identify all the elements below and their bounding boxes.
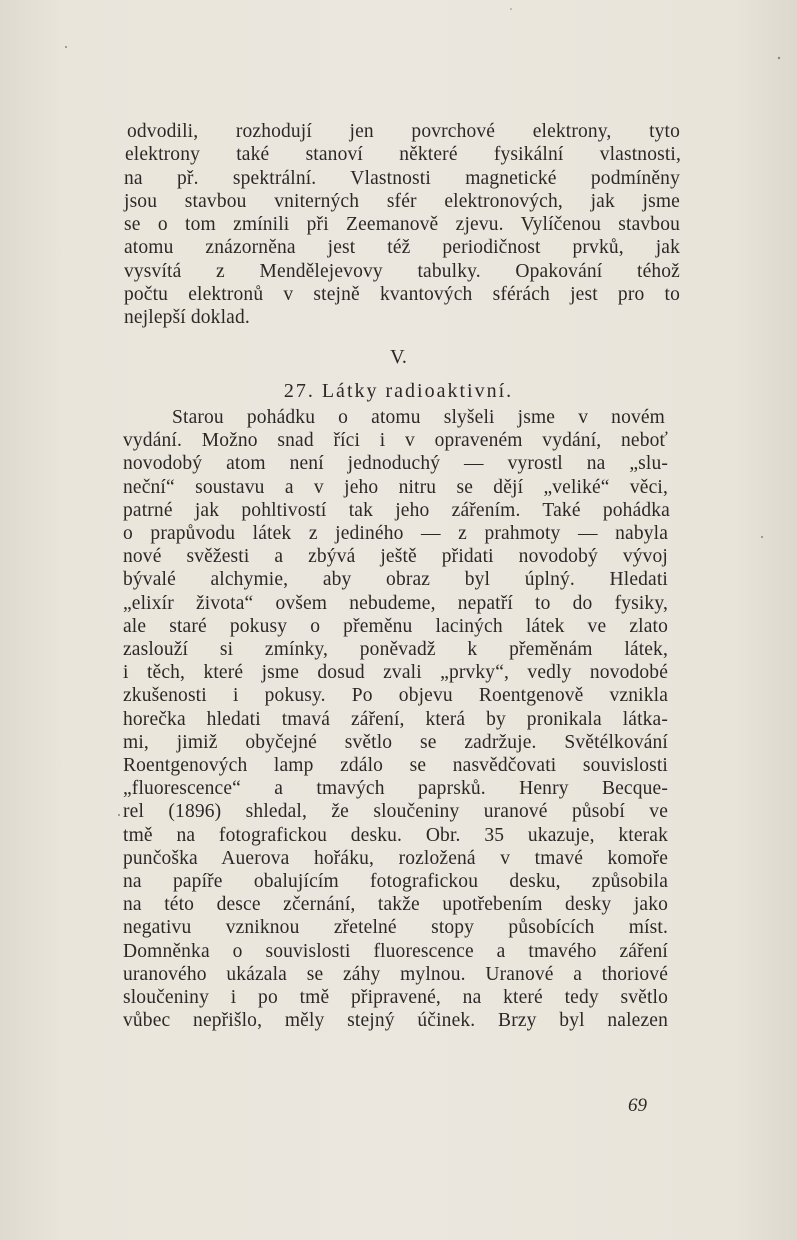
- text-line: bývalé alchymie, aby obraz byl úplný. Hledati: [123, 569, 668, 591]
- text-line: rel (1896) shledal, že sloučeniny uranové působí ve: [123, 801, 668, 823]
- text-line: tmě na fotografickou desku. Obr. 35 ukazuje, kterak: [123, 824, 668, 846]
- text-line: negativu vzniknou zřetelné stopy působících míst.: [123, 917, 668, 939]
- text-line: uranového ukázala se záhy mylnou. Uranové a thoriové: [123, 963, 668, 985]
- text-line: novodobý atom není jednoduchý — vyrostl na „slu-: [123, 453, 668, 475]
- text-line: o prapůvodu látek z jediného — z prahmoty — nabyla: [123, 523, 668, 544]
- text-line: nejlepší doklad.: [124, 307, 250, 328]
- text-line: Domněnka o souvislosti fluorescence a tmavého záření: [123, 940, 668, 962]
- text-line: sloučeniny i po tmě připravené, na které tedy světlo: [123, 987, 668, 1008]
- text-line: punčoška Auerova hořáku, rozložená v tmavé komoře: [123, 847, 668, 869]
- text-line: vůbec nepřišlo, měly stejný účinek. Brzy byl nalezen: [123, 1010, 668, 1032]
- text-line: „fluorescence“ a tmavých paprsků. Henry Becque-: [123, 778, 668, 800]
- text-line: se o tom zmínili při Zeemanově zjevu. Vylíčenou stavbou: [124, 214, 680, 235]
- text-line: horečka hledati tmavá záření, která by pronikala látka-: [123, 708, 668, 730]
- text-line: i těch, které jsme dosud zvali „prvky“, vedly novodobé: [123, 662, 668, 684]
- text-line: neční“ soustavu a v jeho nitru se dějí „veliké“ věci,: [123, 476, 668, 498]
- text-line: zaslouží si zmínky, poněvadž k přeměnám látek,: [123, 639, 668, 660]
- text-line: Starou pohádku o atomu slyšeli jsme v novém: [172, 407, 665, 428]
- section-heading: 27. Látky radioaktivní.: [283, 380, 514, 402]
- text-line: vysvítá z Mendělejevovy tabulky. Opakování téhož: [124, 260, 680, 282]
- text-line: zkušenosti i pokusy. Po objevu Roentgenově vznikla: [123, 685, 668, 707]
- text-line: „elixír života“ ovšem nebudeme, nepatří to do fysiky,: [123, 592, 668, 614]
- page-number: 69: [628, 1095, 647, 1116]
- text-line: počtu elektronů v stejně kvantových sférách jest pro to: [124, 283, 680, 305]
- text-line: elektrony také stanoví některé fysikální vlastnosti,: [125, 144, 681, 166]
- text-line: atomu znázorněna jest též periodičnost prvků, jak: [124, 237, 680, 259]
- text-line: na př. spektrální. Vlastnosti magnetické podmíněny: [124, 167, 680, 189]
- text-line: vydání. Možno snad říci i v opraveném vydání, neboť: [123, 430, 668, 452]
- text-line: Roentgenových lamp zdálo se nasvědčovati souvislosti: [123, 755, 668, 776]
- chapter-heading: V.: [390, 346, 407, 368]
- text-line: ale staré pokusy o přeměnu laciných látek ve zlato: [123, 615, 668, 637]
- text-line: jsou stavbou vniterných sfér elektronových, jak jsme: [124, 190, 680, 212]
- text-line: na této desce zčernání, takže upotřebením desky jako: [123, 894, 668, 916]
- text-line: na papíře obalujícím fotografickou desku, způsobila: [123, 871, 668, 892]
- text-line: nové svěžesti a zbývá ještě přidati novodobý vývoj: [123, 546, 668, 568]
- text-line: mi, jimiž obyčejné světlo se zadržuje. Světélkování: [123, 731, 668, 753]
- text-line: patrné jak pohltivostí tak jeho zářením. Také pohádka: [123, 499, 670, 521]
- text-line: odvodili, rozhodují jen povrchové elektrony, tyto: [127, 121, 680, 142]
